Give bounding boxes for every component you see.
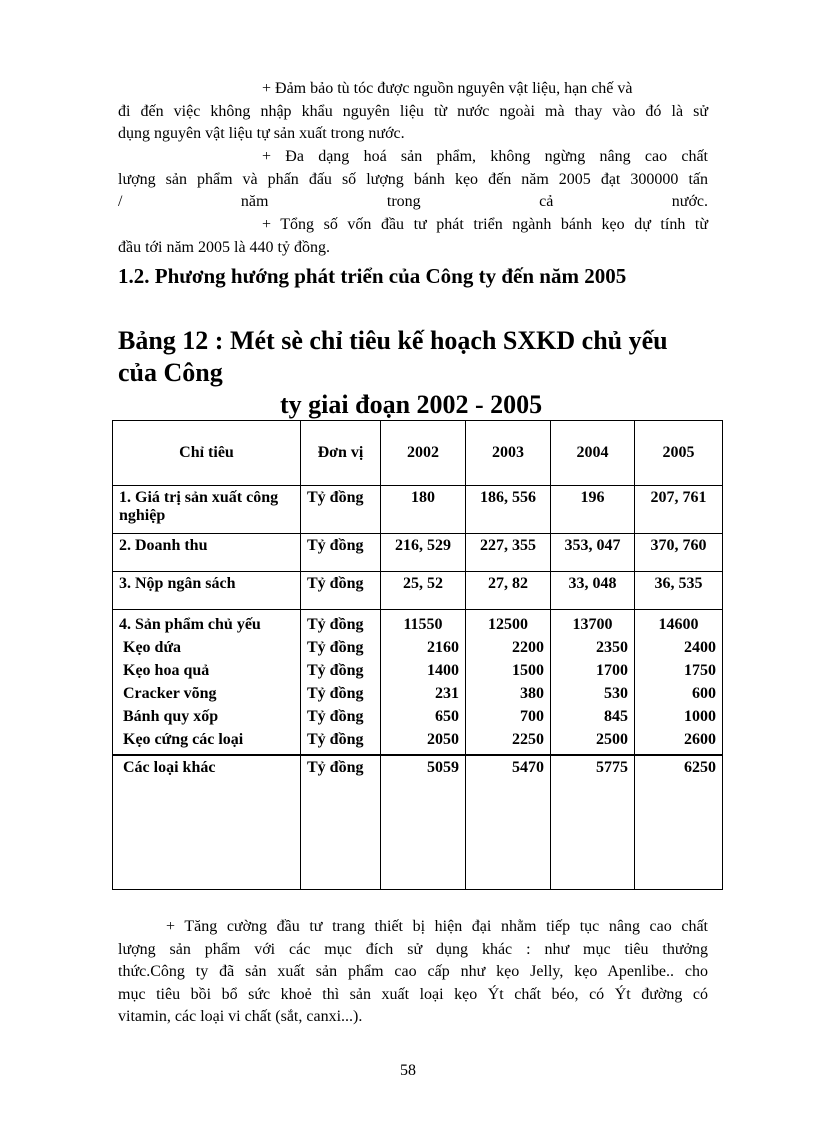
intro-p1-line3: dụng nguyên vật liệu tự sản xuất trong nước. bbox=[118, 125, 405, 142]
cell-2004: 13700 bbox=[572, 616, 613, 633]
cell-2003: 700 bbox=[520, 708, 544, 725]
cell-2002: 180 bbox=[381, 486, 466, 534]
table-title-line1: Bảng 12 : Mét sè chỉ tiêu kế hoạch SXKD chủ yếu bbox=[118, 326, 668, 355]
header-year-2005: 2005 bbox=[635, 421, 723, 486]
cell-2004: 1700 bbox=[596, 662, 628, 679]
plan-table bbox=[112, 420, 723, 890]
row-unit: Tỷ đồng bbox=[301, 486, 381, 534]
cell-2003: 2200 bbox=[512, 639, 544, 656]
cell-2005: 36, 535 bbox=[635, 572, 723, 610]
cell-2002: 5059 bbox=[381, 755, 466, 890]
cell-2002: 11550 bbox=[403, 616, 443, 633]
cell-2004: 353, 047 bbox=[551, 534, 635, 572]
intro-p1-line2: đi đến việc không nhập khẩu nguyên liệu từ nước ngoài mà thay vào đó là sử bbox=[118, 102, 708, 120]
product-units bbox=[301, 610, 381, 756]
closing-line1: + Tăng cường đầu tư trang thiết bị hiện đại nhằm tiếp tục nâng cao chất bbox=[166, 918, 708, 935]
cell-2005: 600 bbox=[692, 685, 716, 702]
table-header-row bbox=[113, 421, 723, 486]
table-title-line2: của Công bbox=[118, 358, 223, 387]
cell-2002: 2160 bbox=[427, 639, 459, 656]
row-label: 1. Giá trị sản xuất công nghiệp bbox=[113, 486, 301, 534]
cell-2004: 5775 bbox=[551, 755, 635, 890]
row-label: 2. Doanh thu bbox=[113, 534, 301, 572]
cell-2005: 1750 bbox=[684, 662, 716, 679]
cell-2003: 27, 82 bbox=[466, 572, 551, 610]
table-title-line3: ty giai đoạn 2002 - 2005 bbox=[280, 390, 543, 419]
header-year-2002: 2002 bbox=[381, 421, 466, 486]
sub-label: Cracker võng bbox=[123, 685, 217, 702]
cell-2002: 25, 52 bbox=[381, 572, 466, 610]
closing-paragraph bbox=[118, 916, 708, 1029]
sub-unit: Tỷ đồng bbox=[307, 731, 364, 748]
cell-2002: 650 bbox=[435, 708, 459, 725]
cell-2005: 2400 bbox=[684, 639, 716, 656]
sub-unit: Tỷ đồng bbox=[307, 708, 364, 725]
intro-paragraph-3 bbox=[118, 214, 708, 259]
cell-2002: 216, 529 bbox=[381, 534, 466, 572]
header-year-2003: 2003 bbox=[466, 421, 551, 486]
intro-p2-line2: lượng sản phẩm và phấn đấu số lượng bánh kẹo đến năm 2005 đạt 300000 tấn bbox=[118, 170, 708, 188]
row-label: 4. Sản phẩm chủ yếu bbox=[119, 616, 261, 633]
cell-2002: 231 bbox=[435, 685, 459, 702]
cell-2003: 380 bbox=[520, 685, 544, 702]
closing-line2: lượng sản phẩm với các mục đích sử dụng khác : như mục tiêu thưởng bbox=[118, 940, 708, 958]
cell-2005: 6250 bbox=[635, 755, 723, 890]
sub-unit: Tỷ đồng bbox=[307, 639, 364, 656]
table-title bbox=[118, 325, 668, 389]
cell-2005: 207, 761 bbox=[635, 486, 723, 534]
intro-p2-line1: + Đa dạng hoá sản phẩm, không ngừng nâng cao chất bbox=[262, 148, 708, 165]
row-unit: Tỷ đồng bbox=[301, 755, 381, 890]
section-heading: 1.2. Phương hướng phát triển của Công ty đến năm 2005 bbox=[118, 264, 627, 288]
row-unit: Tỷ đồng bbox=[307, 616, 364, 633]
sub-unit: Tỷ đồng bbox=[307, 685, 364, 702]
header-indicator: Chỉ tiêu bbox=[113, 421, 301, 486]
closing-line4: mục tiêu bồi bổ sức khoẻ thì sản xuất loại kẹo Ýt chất béo, có Ýt đường có bbox=[118, 985, 708, 1003]
sub-label: Kẹo dứa bbox=[123, 639, 182, 656]
cell-2003: 227, 355 bbox=[466, 534, 551, 572]
sub-label: Kẹo cứng các loại bbox=[123, 731, 244, 748]
cell-2004: 33, 048 bbox=[551, 572, 635, 610]
table-row bbox=[113, 534, 723, 572]
intro-p1-line1: + Đảm bảo tù tóc được nguồn nguyên vật liệu, hạn chế và bbox=[262, 80, 633, 97]
sub-label: Kẹo hoa quả bbox=[123, 662, 210, 679]
cell-2003: 12500 bbox=[488, 616, 528, 633]
cell-2005: 370, 760 bbox=[635, 534, 723, 572]
cell-2002: 1400 bbox=[427, 662, 459, 679]
product-values-2005 bbox=[635, 610, 723, 756]
row-unit: Tỷ đồng bbox=[301, 572, 381, 610]
table-row bbox=[113, 572, 723, 610]
cell-2004: 530 bbox=[604, 685, 628, 702]
cell-2005: 1000 bbox=[684, 708, 716, 725]
closing-line3: thức.Công ty đã sản xuất sản phẩm cao cấp như kẹo Jelly, kẹo Apenlibe.. cho bbox=[118, 963, 708, 980]
header-unit: Đơn vị bbox=[301, 421, 381, 486]
cell-2003: 2250 bbox=[512, 731, 544, 748]
sub-unit: Tỷ đồng bbox=[307, 662, 364, 679]
table-row-other bbox=[113, 755, 723, 890]
header-year-2004: 2004 bbox=[551, 421, 635, 486]
product-values-2004 bbox=[551, 610, 635, 756]
intro-p2-line3: / năm trong cả nước. bbox=[118, 193, 708, 210]
cell-2004: 196 bbox=[551, 486, 635, 534]
page-number: 58 bbox=[400, 1062, 416, 1079]
cell-2004: 2500 bbox=[596, 731, 628, 748]
intro-p3-line2: đầu tới năm 2005 là 440 tỷ đồng. bbox=[118, 238, 330, 256]
product-labels bbox=[113, 610, 301, 756]
row-label: 3. Nộp ngân sách bbox=[113, 572, 301, 610]
intro-paragraph-1 bbox=[118, 78, 708, 146]
cell-2002: 2050 bbox=[427, 731, 459, 748]
cell-2003: 5470 bbox=[466, 755, 551, 890]
intro-p3-line1: + Tổng số vốn đầu tư phát triển ngành bánh kẹo dự tính từ bbox=[262, 216, 708, 233]
cell-2004: 845 bbox=[604, 708, 628, 725]
cell-2004: 2350 bbox=[596, 639, 628, 656]
intro-paragraph-2 bbox=[118, 146, 708, 214]
product-values-2002 bbox=[381, 610, 466, 756]
sub-label: Bánh quy xốp bbox=[123, 708, 219, 725]
product-values-2003 bbox=[466, 610, 551, 756]
cell-2005: 2600 bbox=[684, 731, 716, 748]
table-row bbox=[113, 486, 723, 534]
cell-2003: 186, 556 bbox=[466, 486, 551, 534]
table-row-products bbox=[113, 610, 723, 756]
closing-line5: vitamin, các loại vi chất (sắt, canxi...). bbox=[118, 1008, 363, 1025]
cell-2005: 14600 bbox=[658, 616, 699, 633]
row-label: Các loại khác bbox=[113, 755, 301, 890]
cell-2003: 1500 bbox=[512, 662, 544, 679]
row-unit: Tỷ đồng bbox=[301, 534, 381, 572]
